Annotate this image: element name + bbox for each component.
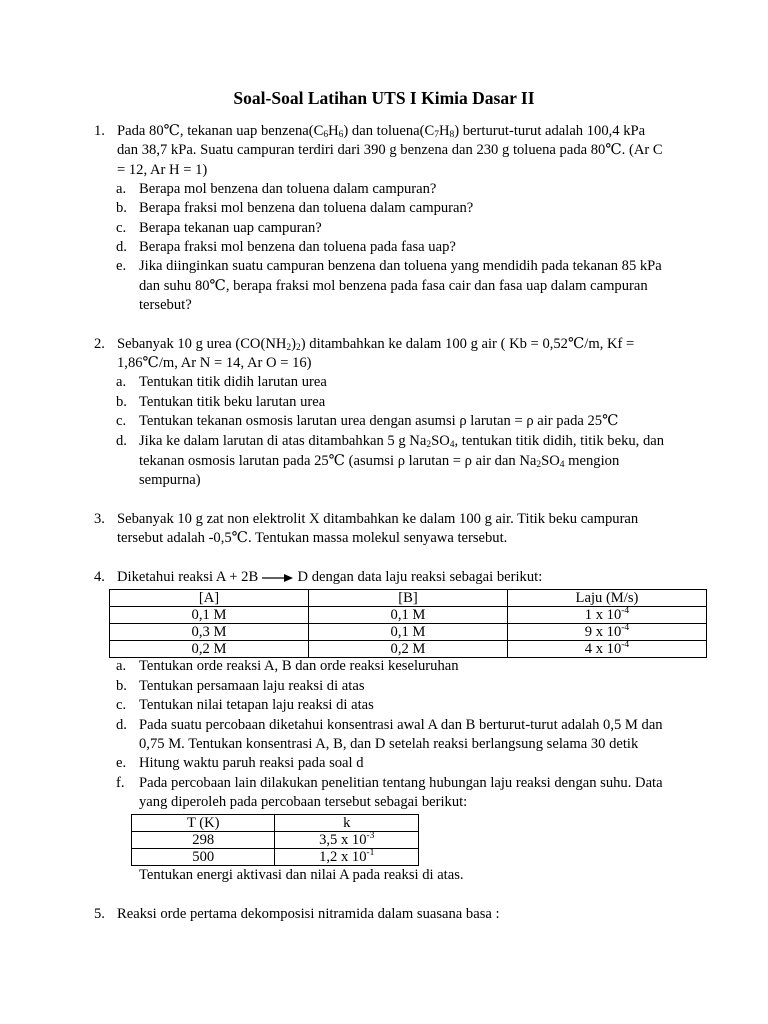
q2-item-d-letter: d. <box>116 433 127 449</box>
table-row <box>132 849 419 866</box>
question-3-line-1: Sebanyak 10 g zat non elektrolit X ditambahkan ke dalam 100 g air. Titik beku campuran <box>117 511 639 527</box>
q1-item-b-text: Berapa fraksi mol benzena dan toluena dalam campuran? <box>139 200 474 216</box>
q1-item-a-letter: a. <box>116 181 127 197</box>
q4-item-f-letter: f. <box>116 775 125 791</box>
q1-item-e-line-2: dan suhu 80℃, berapa fraksi mol benzena pada fasa cair dan fasa uap dalam campuran <box>139 278 648 294</box>
q2-item-a-text: Tentukan titik didih larutan urea <box>139 374 327 390</box>
table-cell: 9 x $10^{-4}$ <box>507 624 706 641</box>
q1-item-e-text: Jika diinginkan suatu campuran benzena dan toluena yang mendidih pada tekanan 85 kPa <box>139 258 662 274</box>
question-4-number: 4. <box>94 569 105 585</box>
q1-item-c-text: Berapa tekanan uap campuran? <box>139 220 322 236</box>
q2-item-d-line-3: sempurna) <box>139 472 201 488</box>
q4-item-f-line-2: yang diperoleh pada percobaan tersebut sebagai berikut: <box>139 794 468 810</box>
table-header-row <box>110 590 707 607</box>
table-header-cell: [B] <box>308 590 507 607</box>
q4-item-c-text: Tentukan nilai tetapan laju reaksi di atas <box>139 697 374 713</box>
q4-item-a-letter: a. <box>116 658 127 674</box>
question-5-number: 5. <box>94 906 105 922</box>
question-1-line-2: dan 38,7 kPa. Suatu campuran terdiri dari 390 g benzena dan 230 g toluena pada 80℃. (Ar C <box>117 142 663 158</box>
q2-item-b-text: Tentukan titik beku larutan urea <box>139 394 326 410</box>
question-1-line-3: = 12, Ar H = 1) <box>117 162 208 178</box>
table-cell: 1,2 x $10^{-1}$ <box>275 849 419 866</box>
table-cell: 0,1 M <box>308 624 507 641</box>
q4-item-c-letter: c. <box>116 697 127 713</box>
question-3-line-2: tersebut adalah -0,5℃. Tentukan massa molekul senyawa tersebut. <box>117 530 508 546</box>
table-cell: 3,5 x $10^{-3}$ <box>275 832 419 849</box>
table-cell: 500 <box>132 849 275 866</box>
table-header-cell: k <box>275 815 419 832</box>
question-2-line-2: 1,86℃/m, Ar N = 14, Ar O = 16) <box>117 355 312 371</box>
q2-item-b-letter: b. <box>116 394 127 410</box>
table-cell: 0,3 M <box>110 624 309 641</box>
table-cell: 0,2 M <box>308 641 507 658</box>
table-cell: 0,2 M <box>110 641 309 658</box>
question-2-number: 2. <box>94 336 105 352</box>
question-1-line-1: Pada 80℃, tekanan uap $benzena(C_6H_6)$ dan $toluena(C_7H_8)$ berturut-turut adalah 100,4 kPa <box>117 123 646 140</box>
question-3-number: 3. <box>94 511 105 527</box>
q4-item-d-line-2: 0,75 M. Tentukan konsentrasi A, B, dan D setelah reaksi berlangsung selama 30 detik <box>139 736 639 752</box>
table-cell: 298 <box>132 832 275 849</box>
question-1-number: 1. <box>94 123 105 139</box>
table-header-cell: Laju (M/s) <box>507 590 706 607</box>
q1-item-a-text: Berapa mol benzena dan toluena dalam campuran? <box>139 181 437 197</box>
table-cell: 0,1 M <box>110 607 309 624</box>
q1-item-b-letter: b. <box>116 200 127 216</box>
q1-item-c-letter: c. <box>116 220 127 236</box>
table-row <box>110 641 707 658</box>
question-5-line-1: Reaksi orde pertama dekomposisi nitramida dalam suasana basa : <box>117 906 500 922</box>
table-cell: 4 x $10^{-4}$ <box>507 641 706 658</box>
table-row <box>110 624 707 641</box>
q4-item-b-letter: b. <box>116 678 127 694</box>
q4-item-e-letter: e. <box>116 755 127 771</box>
q1-item-d-text: Berapa fraksi mol benzena dan toluena pada fasa uap? <box>139 239 456 255</box>
table-cell: 1 x $10^{-4}$ <box>507 607 706 624</box>
q2-item-d-line-2: tekanan osmosis larutan pada 25℃ (asumsi ρ larutan = ρ air dan $Na_2SO_4$ mengion <box>139 453 620 470</box>
q1-item-e-line-3: tersebut? <box>139 297 192 313</box>
question-2-line-1: Sebanyak 10 g urea $(CO(NH_2)_2)$ ditambahkan ke dalam 100 g air ( Kb = 0,52℃/m, Kf = <box>117 336 635 353</box>
rate-data-table <box>109 589 707 658</box>
q4-item-d-letter: d. <box>116 717 127 733</box>
q4-item-f-text: Pada percobaan lain dilakukan penelitian tentang hubungan laju reaksi dengan suhu. Data <box>139 775 663 791</box>
question-4-intro: Diketahui reaksi A + 2B D dengan data laju reaksi sebagai berikut: <box>117 569 543 585</box>
q4-item-e-text: Hitung waktu paruh reaksi pada soal d <box>139 755 364 771</box>
table-header-cell: [A] <box>110 590 309 607</box>
q4-item-a-text: Tentukan orde reaksi A, B dan orde reaksi keseluruhan <box>139 658 459 674</box>
q1-item-d-letter: d. <box>116 239 127 255</box>
table-row <box>110 607 707 624</box>
q2-item-c-letter: c. <box>116 413 127 429</box>
table-row <box>132 832 419 849</box>
q2-item-d-text: Jika ke dalam larutan di atas ditambahkan 5 g $Na_2SO_4$, tentukan titik didih, titik beku, dan <box>139 433 665 450</box>
q2-item-a-letter: a. <box>116 374 127 390</box>
table-header-row <box>132 815 419 832</box>
q4-item-d-text: Pada suatu percobaan diketahui konsentrasi awal A dan B berturut-turut adalah 0,5 M dan <box>139 717 663 733</box>
table-header-cell: T (K) <box>132 815 275 832</box>
page-title: Soal-Soal Latihan UTS I Kimia Dasar II <box>233 88 535 108</box>
table-cell: 0,1 M <box>308 607 507 624</box>
q2-item-c-text: Tentukan tekanan osmosis larutan urea dengan asumsi ρ larutan = ρ air pada 25℃ <box>139 413 619 429</box>
reaction-arrow-icon <box>262 573 294 583</box>
q1-item-e-letter: e. <box>116 258 127 274</box>
temperature-rate-table <box>131 814 419 866</box>
q4-item-b-text: Tentukan persamaan laju reaksi di atas <box>139 678 365 694</box>
q4-item-f-line-3: Tentukan energi aktivasi dan nilai A pada reaksi di atas. <box>139 867 464 883</box>
